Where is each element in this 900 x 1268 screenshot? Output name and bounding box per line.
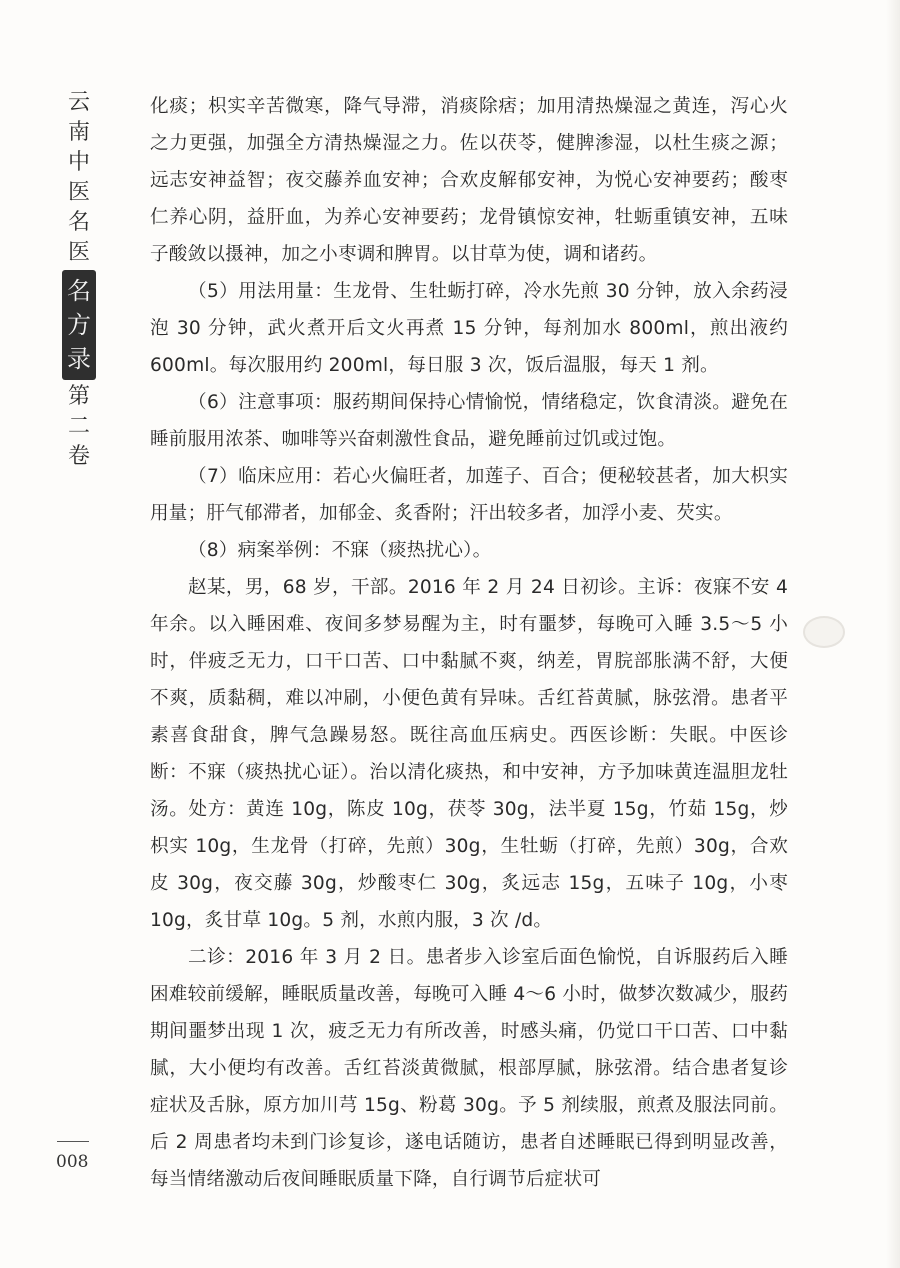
watermark-seal-icon	[803, 616, 845, 648]
running-title-char: 医	[67, 180, 90, 205]
page-edge	[886, 0, 900, 1268]
paragraph-clinical-application: （7）临床应用：若心火偏旺者，加莲子、百合；便秘较甚者，加大枳实用量；肝气郁滞者，加郁金、炙香附；汗出较多者，加浮小麦、芡实。	[150, 466, 788, 524]
paragraph-precautions: （6）注意事项：服药期间保持心情愉悦，情绪稳定，饮食清淡。避免在睡前服用浓茶、咖啡等兴奋刺激性食品，避免睡前过饥或过饱。	[150, 392, 788, 450]
running-title	[62, 88, 96, 472]
body-text	[150, 88, 788, 1198]
page-number-rule	[57, 1141, 89, 1142]
volume-char: 二	[67, 414, 90, 439]
running-title-stamp	[62, 270, 96, 380]
volume-char: 卷	[67, 444, 90, 469]
stamp-char: 方	[67, 311, 91, 339]
stamp-char: 录	[67, 345, 91, 373]
running-title-char: 中	[67, 150, 90, 175]
paragraph-case-initial-visit: 赵某，男，68 岁，干部。2016 年 2 月 24 日初诊。主诉：夜寐不安 4 年余。以入睡困难、夜间多梦易醒为主，时有噩梦，每晚可入睡 3.5～5 小时，伴疲乏无力，口干口苦、口中黏腻不爽，纳差，胃脘部胀满不舒，大便不爽，质黏稠，难以冲刷，小便色黄有异味。舌红苔黄腻，脉弦滑。患者平素喜食甜食，脾气急躁易怒。既往高血压病史。西医诊断：失眠。中医诊断：不寐（痰热扰心证）。治以清化痰热，和中安神，方予加味黄连温胆龙牡汤。处方：黄连 10g，陈皮 10g，茯苓 30g，法半夏 15g，竹茹 15g，炒枳实 10g，生龙骨（打碎，先煎）30g，生牡蛎（打碎，先煎）30g，合欢皮 30g，夜交藤 30g，炒酸枣仁 30g，炙远志 15g，五味子 10g，小枣 10g，炙甘草 10g。5 剂，水煎内服，3 次 /d。	[150, 577, 788, 931]
paragraph-continuation: 化痰；枳实辛苦微寒，降气导滞，消痰除痞；加用清热燥湿之黄连，泻心火之力更强，加强全方清热燥湿之力。佐以茯苓，健脾渗湿，以杜生痰之源；远志安神益智；夜交藤养血安神；合欢皮解郁安神，为悦心安神要药；酸枣仁养心阴，益肝血，为养心安神要药；龙骨镇惊安神，牡蛎重镇安神，五味子酸敛以摄神，加之小枣调和脾胃。以甘草为使，调和诸药。	[150, 96, 788, 265]
volume-char: 第	[67, 384, 90, 409]
paragraph-case-heading: （8）病案举例：不寐（痰热扰心）。	[188, 540, 492, 561]
stamp-char: 名	[67, 277, 91, 305]
page-number: 008	[56, 1152, 89, 1172]
paragraph-case-second-visit: 二诊：2016 年 3 月 2 日。患者步入诊室后面色愉悦，自诉服药后入睡困难较前缓解，睡眠质量改善，每晚可入睡 4～6 小时，做梦次数减少，服药期间噩梦出现 1 次，疲乏无力有所改善，时感头痛，仍觉口干口苦、口中黏腻，大小便均有改善。舌红苔淡黄微腻，根部厚腻，脉弦滑。结合患者复诊症状及舌脉，原方加川芎 15g、粉葛 30g。予 5 剂续服，煎煮及服法同前。后 2 周患者均未到门诊复诊，遂电话随访，患者自述睡眠已得到明显改善，每当情绪激动后夜间睡眠质量下降，自行调节后症状可	[150, 947, 788, 1190]
running-title-char: 南	[67, 120, 90, 145]
paragraph-usage-dosage: （5）用法用量：生龙骨、生牡蛎打碎，冷水先煎 30 分钟，放入余药浸泡 30 分钟，武火煮开后文火再煮 15 分钟，每剂加水 800ml，煎出液约 600ml。每次服用约 200ml，每日服 3 次，饭后温服，每天 1 剂。	[150, 281, 788, 376]
running-title-char: 名	[67, 210, 90, 235]
running-title-char: 医	[67, 240, 90, 265]
running-title-char: 云	[67, 90, 90, 115]
